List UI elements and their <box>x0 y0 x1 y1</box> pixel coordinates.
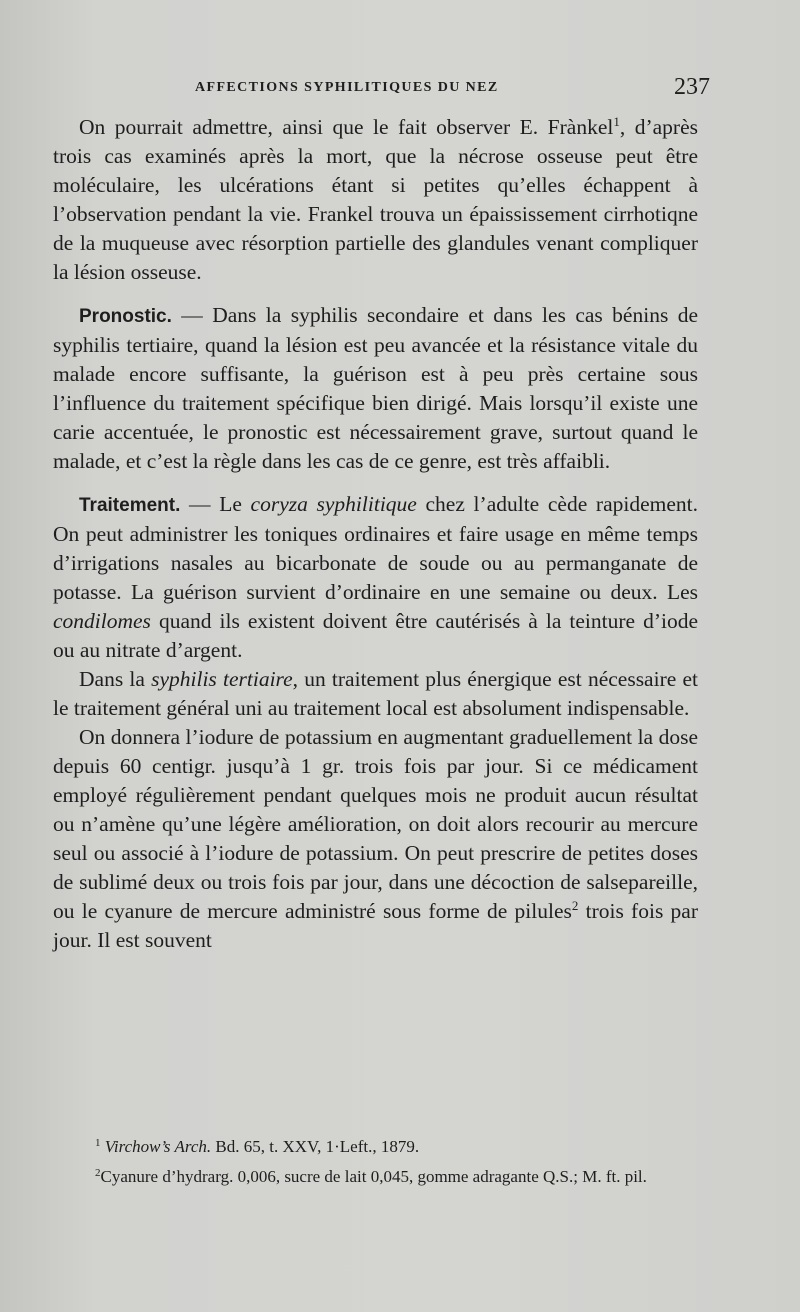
italic-term: condilomes <box>53 609 151 633</box>
section-heading-pronostic: Pronostic. <box>79 306 172 327</box>
paragraph-text: quand ils existent doivent être cautérisés à la teinture d’iode ou au nitrate d’argent. <box>53 609 698 662</box>
paragraph-tertiaire <box>53 665 698 723</box>
footnote-source: Virchow’s Arch. <box>104 1137 212 1156</box>
heading-dash: — <box>171 303 213 327</box>
paragraph-pronostic <box>53 301 698 476</box>
paragraph-necrose <box>53 113 698 287</box>
body-text <box>53 113 698 955</box>
footnote-number: 1 <box>95 1137 101 1149</box>
footnote-ref-1: 1 <box>613 113 620 129</box>
running-title: AFFECTIONS SYPHILITIQUES DU NEZ <box>195 80 499 95</box>
footnotes <box>81 1130 721 1190</box>
page-number: 237 <box>674 74 710 100</box>
footnote-text: Bd. 65, t. XXV, 1·Left., 1879. <box>211 1137 420 1156</box>
paragraph-text: trois fois par jour. Il est souvent <box>53 899 698 952</box>
italic-term: syphilis tertiaire <box>151 667 293 691</box>
footnote-1 <box>81 1130 721 1160</box>
paragraph-text: , un traitement plus énergique est nécessaire et le traitement général uni au traitement local est absolument indispensable. <box>53 667 698 720</box>
paragraph-text: Dans la syphilis secondaire et dans les cas bénins de syphilis tertiaire, quand la lésion est peu avancée et la résistance vitale du malade encore suffisante, la guérison est à peu près certaine sous l’influence du traitement spécifique bien dirigé. Mais lorsqu’il existe une carie accentuée, le pronostic est nécessairement grave, surtout quand le malade, et c’est la règle dans les cas de ce genre, est très affaibli. <box>53 303 698 473</box>
italic-term: coryza syphilitique <box>250 492 417 516</box>
paragraph-iodure <box>53 723 698 955</box>
paragraph-text: , d’après trois cas examinés après la mort, que la nécrose osseuse peut être moléculaire, les ulcérations étant si petites qu’elles échappent à l’observation pendant la vie. Frankel trouva un épaississement cirrhotiqne de la muqueuse avec résorption partielle des glandules venant compliquer la lésion osseuse. <box>53 115 698 284</box>
footnote-2 <box>81 1160 721 1190</box>
footnote-ref-2: 2 <box>571 897 579 913</box>
paragraph-text: Le <box>219 492 251 516</box>
paragraph-text: On pourrait admettre, ainsi que le fait observer E. Frànkel <box>79 115 614 139</box>
paragraph-traitement <box>53 490 698 665</box>
page-header <box>195 74 710 108</box>
paragraph-text: Dans la <box>79 667 152 691</box>
footnote-text: Cyanure d’hydrarg. 0,006, sucre de lait 0,045, gomme adragante Q.S.; M. ft. pil. <box>100 1167 647 1186</box>
paragraph-text: chez l’adulte cède rapidement. On peut administrer les toniques ordinaires et faire usage en même temps d’irrigations nasales au bicarbonate de soude ou au permanganate de potasse. La guérison survient d’ordinaire en une semaine ou deux. Les <box>53 492 699 604</box>
footnote-number: 2 <box>95 1167 101 1179</box>
heading-dash: — <box>180 492 220 516</box>
paragraph-text: On donnera l’iodure de potassium en augmentant graduellement la dose depuis 60 centigr. jusqu’à 1 gr. trois fois par jour. Si ce médicament employé régulièrement pendant quelques mois ne produit aucun résultat ou n’amène qu’une légère amélioration, on doit alors recourir au mercure seul ou associé à l’iodure de potassium. On peut prescrire de petites doses de sublimé deux ou trois fois par jour, dans une décoction de salsepareille, ou le cyanure de mercure administré sous forme de pilules <box>53 725 698 923</box>
section-heading-traitement: Traitement. <box>79 495 181 516</box>
